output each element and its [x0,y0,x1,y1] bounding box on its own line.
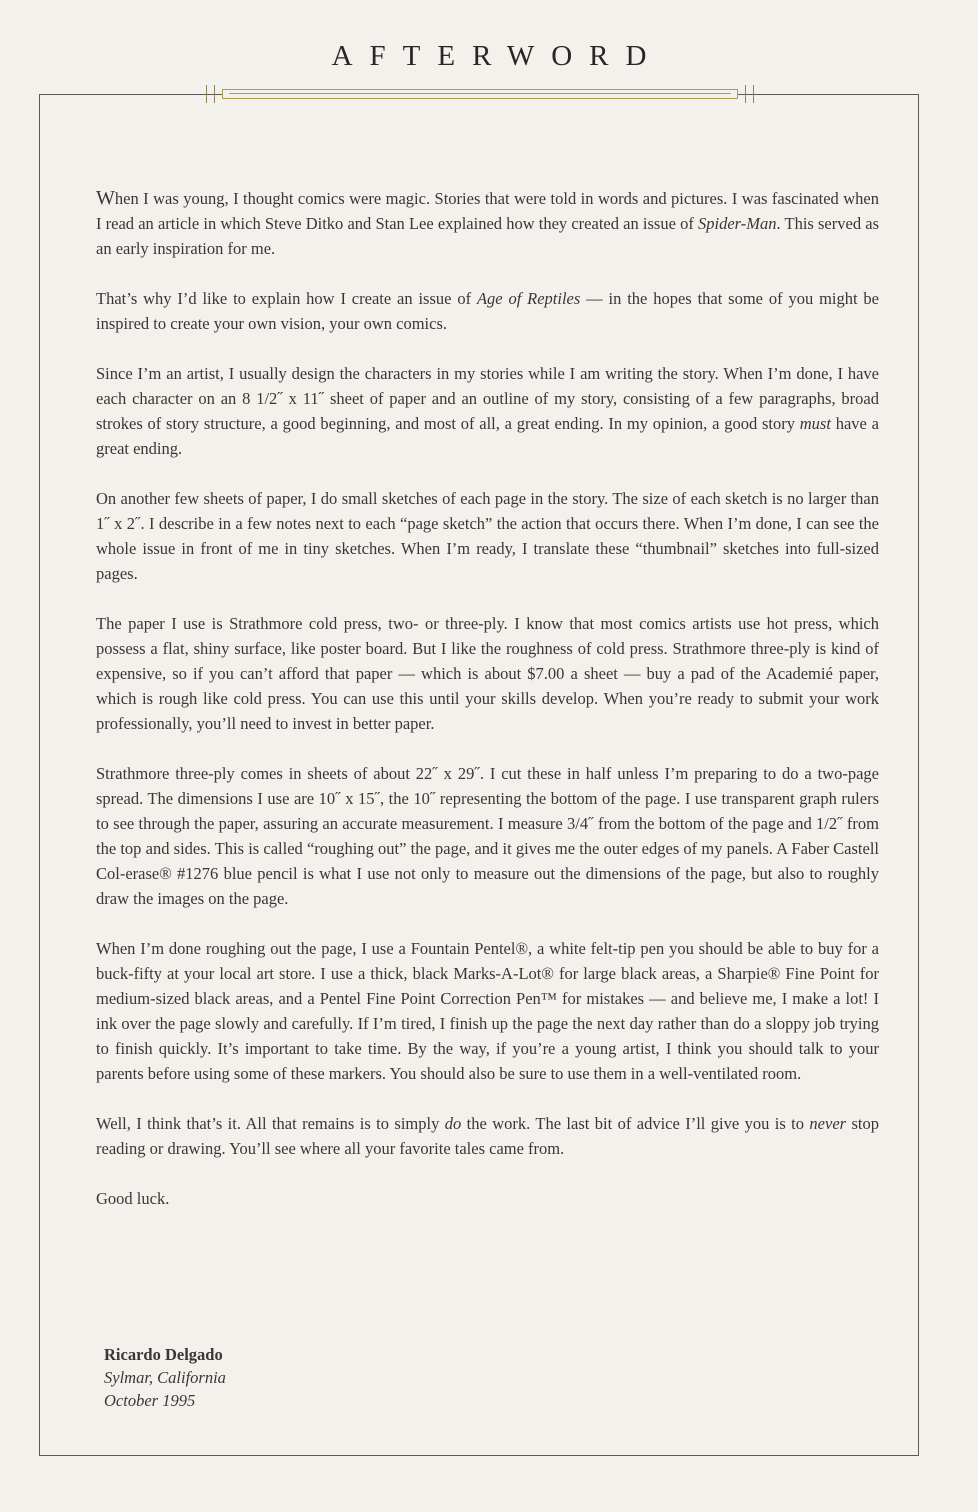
paragraph-3: Since I’m an artist, I usually design the characters in my stories while I am writing the story. When I’m done, I have each character on an 8 1/2˝ x 11˝ sheet of paper and an outline of my story, consisting of a few paragraphs, broad strokes of story structure, a good beginning, and most of all, a great ending. In my opinion, a good story must have a great ending. [96,364,879,458]
ornament-tick-left-outer [206,85,207,103]
emphasis-do: do [444,1114,462,1133]
author-name: Ricardo Delgado [104,1345,223,1364]
ornament-tick-left-inner [214,85,215,103]
title-ornament [200,85,760,105]
spider-man-title: Spider-Man [698,214,777,233]
paragraph-1: When I was young, I thought comics were magic. Stories that were told in words and pictures. I was fascinated when I read an article in which Steve Ditko and Stan Lee explained how they created an issue of Spider-Man. This served as an early inspiration for me. [96,187,879,258]
afterword-body [96,186,879,1236]
lead-letter: W [96,187,115,209]
paragraph-5: The paper I use is Strathmore cold press, two- or three-ply. I know that most comics artists use hot press, which possess a flat, shiny surface, like poster board. But I like the roughness of cold press. Strathmore three-ply is kind of expensive, so if you can’t afford that paper — which is about $7.00 a sheet — buy a pad of the Academié paper, which is rough like cold press. You can use this until your skills develop. When you’re ready to submit your work professionally, you’ll need to invest in better paper. [96,614,879,733]
signature-date: October 1995 [104,1391,196,1410]
paragraph-6: Strathmore three-ply comes in sheets of about 22˝ x 29˝. I cut these in half unless I’m preparing to do a two-page spread. The dimensions I use are 10˝ x 15˝, the 10˝ representing the bottom of the page. I use transparent graph rulers to see through the paper, assuring an accurate measurement. I measure 3/4˝ from the bottom of the page and 1/2˝ from the top and sides. This is called “roughing out” the page, and it gives me the outer edges of my panels. A Faber Castell Col-erase® #1276 blue pencil is what I use not only to measure out the dimensions of the page, but also to roughly draw the images on the page. [96,764,879,908]
paragraph-9: Good luck. [96,1189,170,1208]
page-title: AFTERWORD [331,40,664,72]
age-of-reptiles-title: Age of Reptiles [476,289,581,308]
ornament-tick-right-inner [745,85,746,103]
paragraph-7: When I’m done roughing out the page, I use a Fountain Pentel®, a white felt-tip pen you should be able to buy for a buck-fifty at your local art store. I use a thick, black Marks-A-Lot® for large black areas, a Sharpie® Fine Point for medium-sized black areas, and a Pentel Fine Point Correction Pen™ for mistakes — and believe me, I make a lot! I ink over the page slowly and carefully. If I’m tired, I finish up the page the next day rather than do a sloppy job trying to finish quickly. It’s important to take time. By the way, if you’re a young artist, I think you should talk to your parents before using some of these markers. You should also be sure to use them in a well-ventilated room. [96,939,879,1083]
paragraph-8: Well, I think that’s it. All that remains is to simply do the work. The last bit of advice I’ll give you is to never stop reading or drawing. You’ll see where all your favorite tales came from. [96,1114,879,1158]
emphasis-never: never [809,1114,847,1133]
paragraph-4: On another few sheets of paper, I do small sketches of each page in the story. The size of each sketch is no larger than 1˝ x 2˝. I describe in a few notes next to each “page sketch” the action that occurs there. When I’m done, I can see the whole issue in front of me in tiny sketches. When I’m ready, I translate these “thumbnail” sketches into full-sized pages. [96,489,879,583]
ornament-tick-right-outer [753,85,754,103]
author-location: Sylmar, California [104,1368,226,1387]
signature-block [104,1343,226,1412]
ornament-bar [222,89,738,99]
emphasis-must: must [799,414,831,433]
paragraph-2: That’s why I’d like to explain how I create an issue of Age of Reptiles — in the hopes that some of you might be inspired to create your own vision, your own comics. [96,289,879,333]
